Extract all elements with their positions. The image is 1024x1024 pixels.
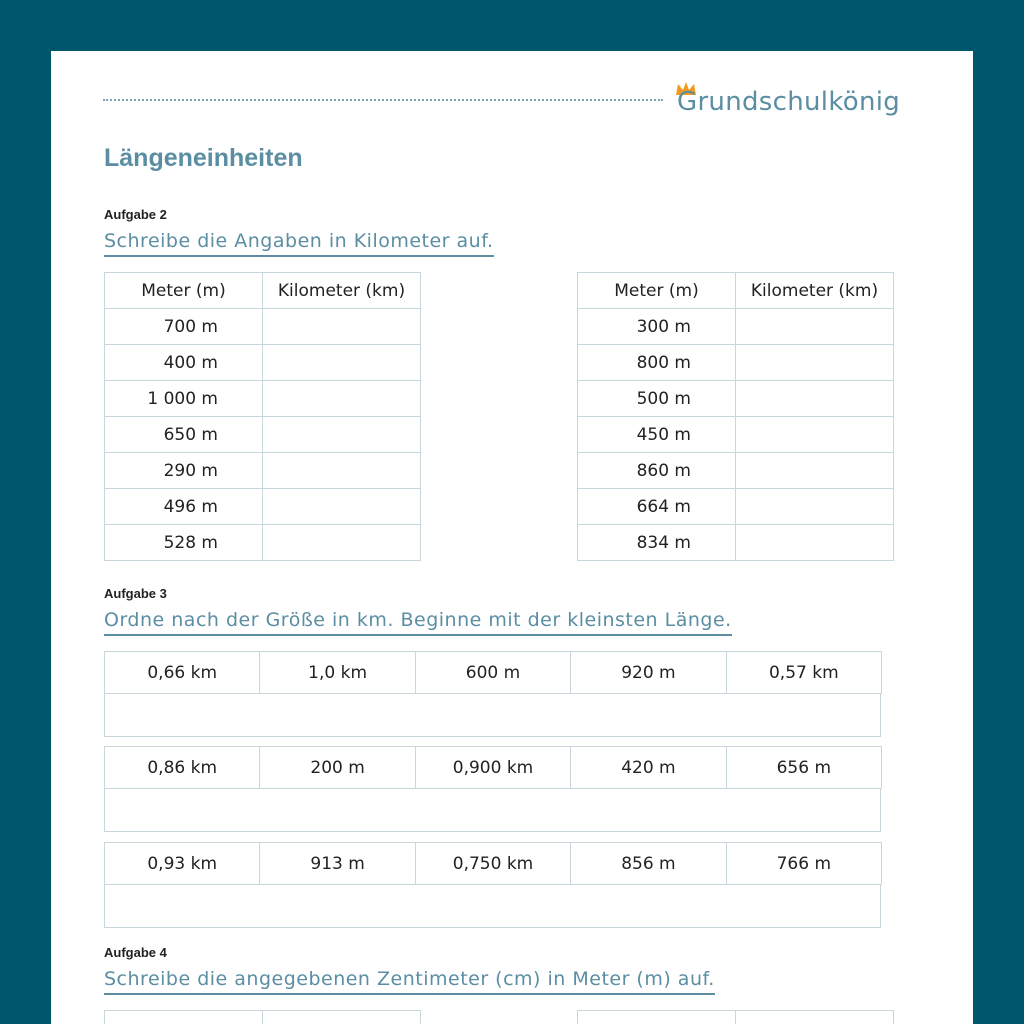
length-value: 0,750 km [415,842,571,885]
sort-group-1 [104,651,881,737]
conversion-table-right [577,272,894,561]
table-row [578,345,894,381]
table-row [578,525,894,561]
column-header-meter: Meter (m) [578,273,736,309]
task4-table-left-partial [104,1010,421,1024]
answer-field[interactable] [104,693,881,737]
meter-value: 400 m [105,345,263,381]
meter-value: 664 m [578,489,736,525]
answer-field[interactable] [104,788,881,832]
km-answer-cell[interactable] [736,345,894,381]
length-value: 913 m [259,842,415,885]
km-answer-cell[interactable] [263,489,421,525]
km-answer-cell[interactable] [263,525,421,561]
km-answer-cell[interactable] [736,525,894,561]
sort-group-3 [104,842,881,928]
table-cell [105,1011,263,1024]
meter-value: 650 m [105,417,263,453]
length-value: 656 m [726,746,882,789]
meter-value: 800 m [578,345,736,381]
sort-group-2 [104,746,881,832]
column-header-meter: Meter (m) [105,273,263,309]
km-answer-cell[interactable] [736,453,894,489]
length-value: 0,900 km [415,746,571,789]
task3-label: Aufgabe 3 [104,586,167,601]
meter-value: 450 m [578,417,736,453]
table-row [105,417,421,453]
task2-instruction: Schreibe die Angaben in Kilometer auf. [104,230,494,257]
table-cell [736,1011,893,1024]
km-answer-cell[interactable] [263,417,421,453]
meter-value: 528 m [105,525,263,561]
km-answer-cell[interactable] [263,345,421,381]
table-row [578,453,894,489]
task3-instruction: Ordne nach der Größe in km. Beginne mit der kleinsten Länge. [104,609,732,636]
meter-value: 496 m [105,489,263,525]
length-value: 0,93 km [104,842,260,885]
length-value: 1,0 km [259,651,415,694]
table-row [105,525,421,561]
km-answer-cell[interactable] [263,309,421,345]
brand-name: Grundschulkönig [677,87,901,117]
km-answer-cell[interactable] [263,453,421,489]
answer-field[interactable] [104,884,881,928]
table-cell [263,1011,420,1024]
header-dotted-line [103,99,663,101]
table-cell [578,1011,736,1024]
table-row [105,309,421,345]
task4-instruction: Schreibe die angegebenen Zentimeter (cm) in Meter (m) auf. [104,968,715,995]
length-value: 600 m [415,651,571,694]
meter-value: 834 m [578,525,736,561]
km-answer-cell[interactable] [736,309,894,345]
meter-value: 1 000 m [105,381,263,417]
length-value: 856 m [570,842,726,885]
table-row [105,489,421,525]
length-value: 200 m [259,746,415,789]
table-row [105,381,421,417]
table-row [105,453,421,489]
meter-value: 860 m [578,453,736,489]
table-row [578,417,894,453]
meter-value: 700 m [105,309,263,345]
meter-value: 300 m [578,309,736,345]
length-value: 0,86 km [104,746,260,789]
length-value: 766 m [726,842,882,885]
meter-value: 500 m [578,381,736,417]
task4-label: Aufgabe 4 [104,945,167,960]
conversion-table-left [104,272,421,561]
meter-value: 290 m [105,453,263,489]
table-row [105,345,421,381]
column-header-km: Kilometer (km) [736,273,894,309]
column-header-km: Kilometer (km) [263,273,421,309]
km-answer-cell[interactable] [263,381,421,417]
task4-table-right-partial [577,1010,894,1024]
km-answer-cell[interactable] [736,381,894,417]
km-answer-cell[interactable] [736,417,894,453]
km-answer-cell[interactable] [736,489,894,525]
worksheet-page [51,51,973,1024]
table-row [578,309,894,345]
length-value: 0,57 km [726,651,882,694]
table-row [578,381,894,417]
page-title: Längeneinheiten [104,144,303,172]
length-value: 920 m [570,651,726,694]
task2-label: Aufgabe 2 [104,207,167,222]
length-value: 0,66 km [104,651,260,694]
table-row [578,489,894,525]
length-value: 420 m [570,746,726,789]
